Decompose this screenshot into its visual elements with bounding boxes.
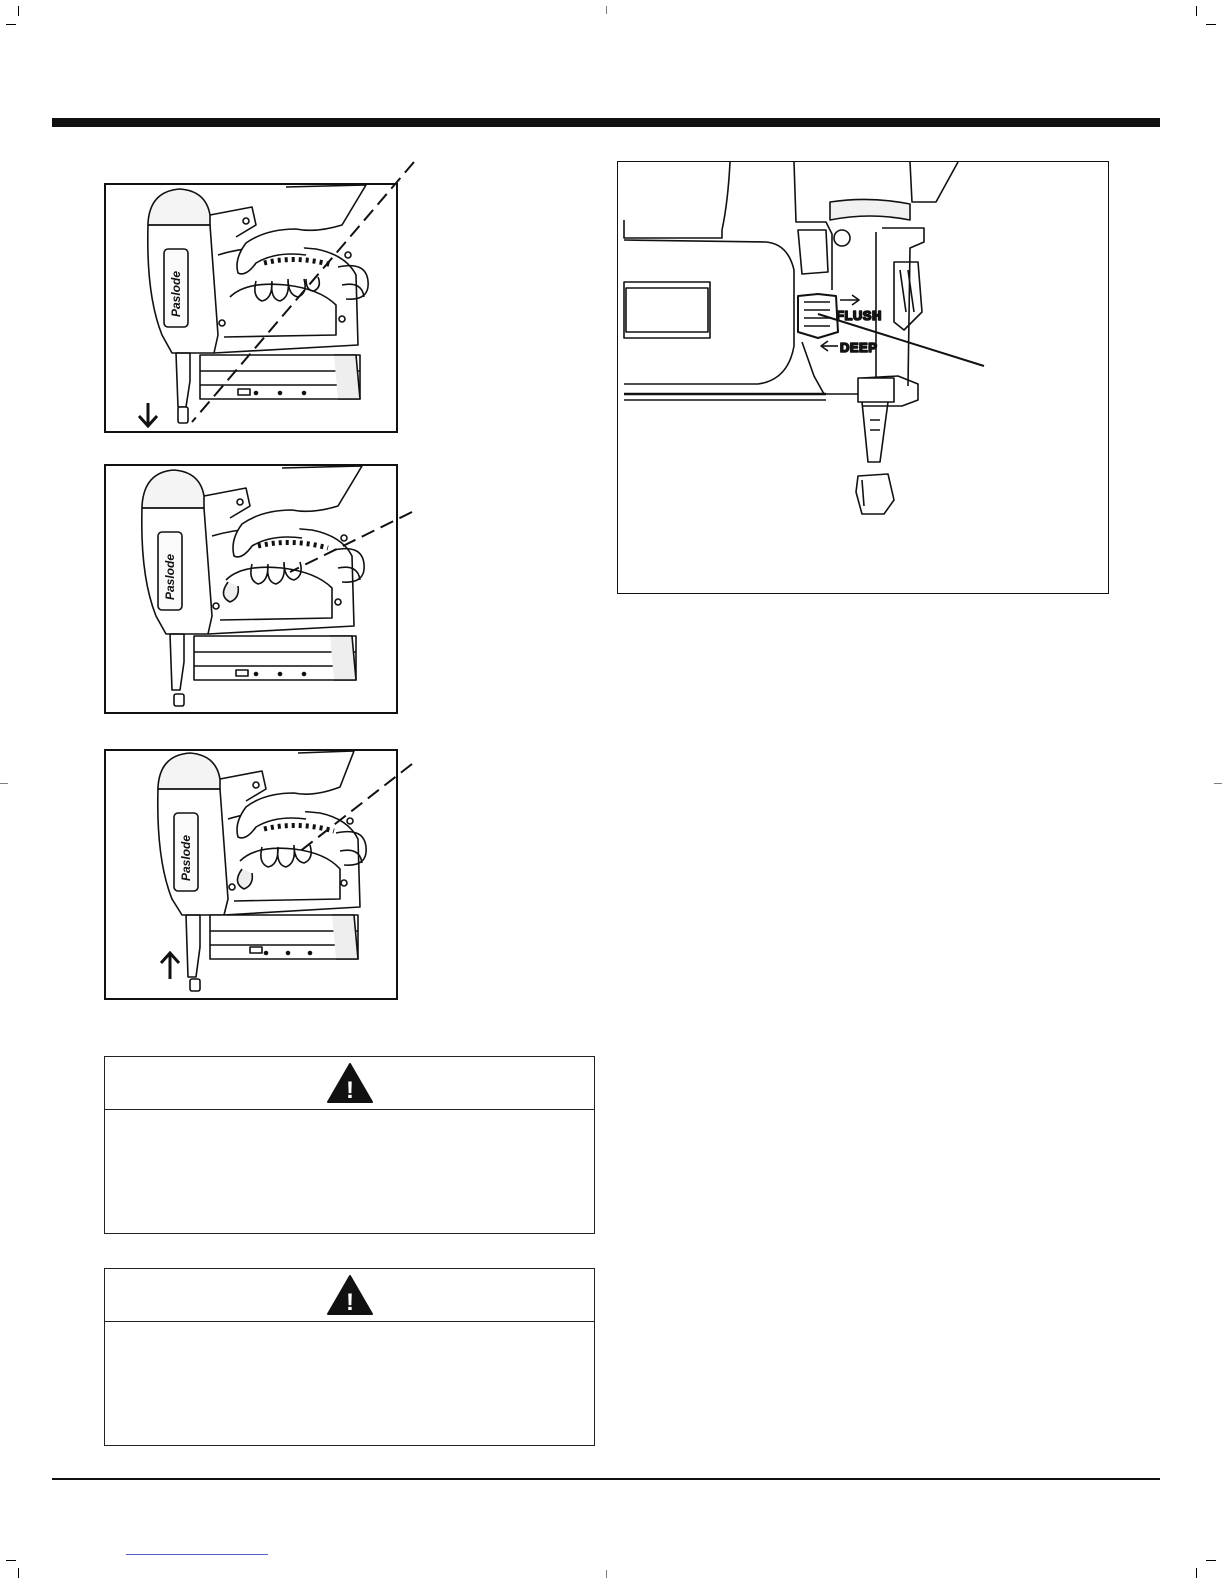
crop-mark bbox=[606, 6, 607, 14]
warning-symbol: ! bbox=[345, 1289, 354, 1316]
deep-label: DEEP bbox=[840, 340, 878, 355]
depth-adjust-illustration bbox=[618, 162, 1107, 592]
footer-rule bbox=[52, 1478, 1160, 1480]
paslode-logo: Paslode bbox=[163, 553, 177, 600]
crop-mark bbox=[18, 1568, 19, 1578]
arrow-up-icon bbox=[161, 953, 179, 979]
warning-box bbox=[104, 1268, 595, 1446]
arrow-left-icon bbox=[821, 341, 838, 351]
warning-header bbox=[105, 1057, 594, 1110]
crop-mark bbox=[1206, 1560, 1216, 1561]
crop-mark bbox=[6, 1560, 16, 1561]
callout-line bbox=[286, 508, 446, 608]
warning-header bbox=[105, 1269, 594, 1322]
warning-triangle-icon bbox=[326, 1062, 374, 1104]
callout-line bbox=[170, 160, 470, 460]
paslode-logo: Paslode bbox=[169, 270, 183, 317]
flush-label: FLUSH bbox=[836, 308, 882, 323]
warning-box bbox=[104, 1056, 595, 1234]
callout-line bbox=[290, 762, 450, 882]
header-rule bbox=[52, 118, 1160, 127]
paslode-logo: Paslode bbox=[179, 834, 193, 881]
footer-link-underline[interactable] bbox=[126, 1554, 268, 1555]
crop-mark bbox=[18, 6, 19, 16]
crop-mark bbox=[1196, 6, 1197, 16]
arrow-right-icon bbox=[840, 295, 859, 305]
crop-mark bbox=[606, 1570, 607, 1578]
crop-mark bbox=[1206, 24, 1216, 25]
arrow-down-icon bbox=[139, 403, 157, 426]
warning-triangle-icon bbox=[326, 1274, 374, 1316]
crop-mark bbox=[6, 24, 16, 25]
depth-adjust-figure bbox=[617, 161, 1109, 594]
crop-mark bbox=[0, 783, 8, 784]
crop-mark bbox=[1196, 1568, 1197, 1578]
warning-symbol: ! bbox=[345, 1077, 354, 1104]
crop-mark bbox=[1214, 783, 1222, 784]
